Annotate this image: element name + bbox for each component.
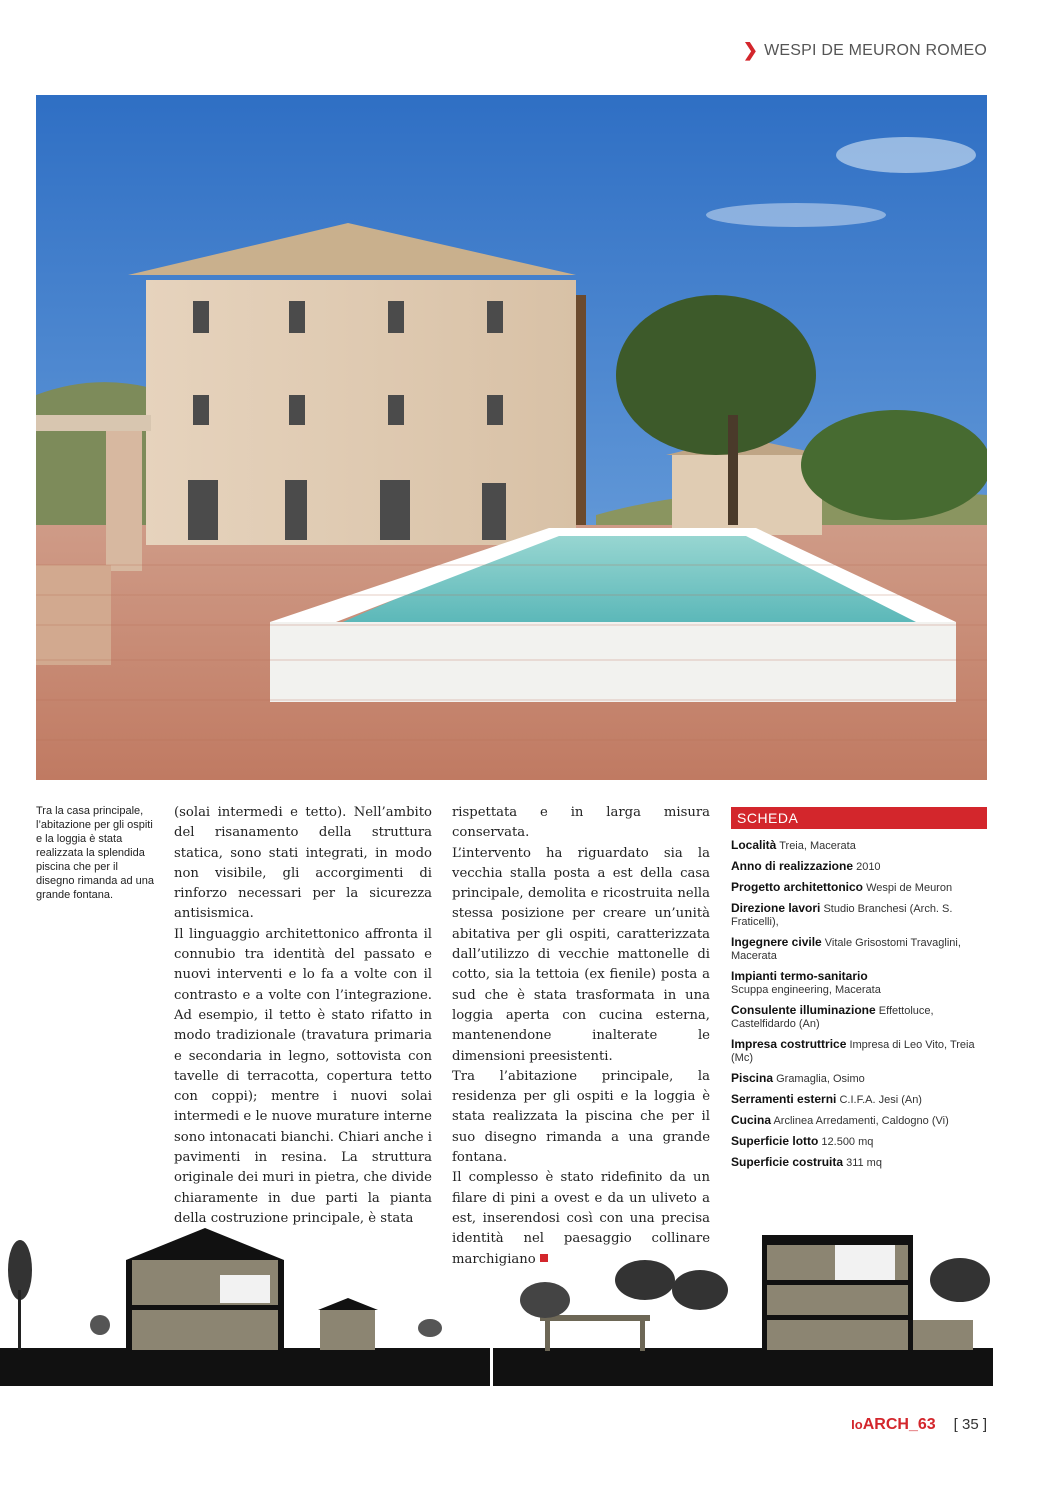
fact-label: Superficie lotto bbox=[731, 1134, 819, 1148]
fact-label: Impianti termo-sanitario bbox=[731, 969, 868, 983]
page-number: [ 35 ] bbox=[953, 1416, 987, 1433]
fact-row bbox=[731, 1072, 987, 1086]
fact-label: Superficie costruita bbox=[731, 1155, 844, 1169]
fact-value: Vitale Grisostomi Travaglini, Macerata bbox=[731, 937, 961, 962]
fact-label: Progetto architettonico bbox=[731, 880, 864, 894]
fact-row bbox=[731, 1135, 987, 1149]
fact-value: Impresa di Leo Vito, Treia (Mc) bbox=[731, 1039, 975, 1064]
body-column-1 bbox=[174, 803, 432, 1229]
fact-value: Wespi de Meuron bbox=[866, 882, 953, 894]
paragraph-text: Il complesso è stato ridefinito da un filare di pini a ovest e da un uliveto a est, inserendosi così con una precisa identità nel paesaggio collinare marchigiano bbox=[452, 1170, 710, 1267]
fact-row bbox=[731, 1114, 987, 1128]
fact-row bbox=[731, 881, 987, 895]
photo-caption: Tra la casa principale, l’abitazione per gli ospiti e la loggia è stata realizzata la splendida piscina che per il disegno rimanda ad una grande fontana. bbox=[36, 805, 155, 901]
paragraph: L’intervento ha riguardato sia la vecchia stalla posta a est della casa principale, demolita e ricostruita nella stessa posizione per creare un’unità abitativa per gli ospiti, caratterizzata dall’utilizzo di vecchie mattonelle di cotto, sia la tettoia (ex fienile) posta a sud che è stata trasformata in una loggia aperta con cucina esterna, mantenendone inalterate le dimensioni preesistenti. bbox=[452, 845, 710, 1064]
fact-value: Arclinea Arredamenti, Caldogno (Vi) bbox=[773, 1115, 949, 1127]
chevron-right-icon: ❯ bbox=[742, 40, 759, 60]
magazine-logo: IoARCH_63 bbox=[851, 1416, 936, 1433]
fact-value: 2010 bbox=[856, 861, 881, 873]
fact-row bbox=[731, 1004, 987, 1031]
running-header bbox=[743, 40, 987, 61]
header-title: WESPI DE MEURON ROMEO bbox=[764, 41, 987, 59]
fact-row bbox=[731, 839, 987, 853]
fact-value: 311 mq bbox=[846, 1157, 882, 1169]
paragraph: rispettata e in larga misura conservata. bbox=[452, 805, 710, 841]
fact-row bbox=[731, 1038, 987, 1065]
paragraph: Il linguaggio architettonico affronta il connubio tra identità del passato e nuovi interventi e lo fa a volte con il contrasto e a volte con l’integrazione. Ad esempio, il tetto è stato rifatto in modo tradizionale (travatura primaria e secondaria in legno, sottovista con tavelle di terracotta, copertura tetto con coppi); mentre i nuovi solai intermedi e le nuove murature interne sono intonacati bianchi. Chiari anche i pavimenti in resina. La struttura originale dei muri in pietra, che divide chiaramente in due parti la pianta della costruzione principale, è stata bbox=[174, 926, 432, 1226]
fact-row bbox=[731, 936, 987, 963]
fact-value: 12.500 mq bbox=[821, 1136, 874, 1148]
fact-row bbox=[731, 860, 987, 874]
fact-label: Ingegnere civile bbox=[731, 935, 822, 949]
fact-sheet bbox=[731, 807, 987, 1177]
fact-label: Anno di realizzazione bbox=[731, 859, 854, 873]
fact-row bbox=[731, 1093, 987, 1107]
fact-value: Scuppa engineering, Macerata bbox=[731, 984, 881, 996]
fact-row bbox=[731, 1156, 987, 1170]
paragraph: (solai intermedi e tetto). Nell’ambito del risanamento della struttura statica, sono stati integrati, in modo non visibile, gli accorgimenti di rinforzo necessari per la sicurezza antisismica. bbox=[174, 805, 432, 922]
fact-label: Consulente illuminazione bbox=[731, 1003, 876, 1017]
fact-value: Gramaglia, Osimo bbox=[776, 1073, 865, 1085]
fact-value: Studio Branchesi (Arch. S. Fraticelli), bbox=[731, 903, 953, 928]
fact-value: C.I.F.A. Jesi (An) bbox=[839, 1094, 922, 1106]
fact-value: Treia, Macerata bbox=[779, 840, 856, 852]
fact-label: Impresa costruttrice bbox=[731, 1037, 847, 1051]
fact-label: Direzione lavori bbox=[731, 901, 821, 915]
fact-row bbox=[731, 970, 987, 997]
fact-label: Località bbox=[731, 838, 777, 852]
fact-label: Piscina bbox=[731, 1071, 774, 1085]
fact-value: Effettoluce, Castelfidardo (An) bbox=[731, 1005, 934, 1030]
fact-row bbox=[731, 902, 987, 929]
page-footer bbox=[851, 1416, 987, 1434]
section-drawings bbox=[0, 1180, 1055, 1390]
fact-label: Serramenti esterni bbox=[731, 1092, 837, 1106]
fact-label: Cucina bbox=[731, 1113, 772, 1127]
fact-sheet-title: SCHEDA bbox=[731, 807, 987, 829]
main-photo bbox=[36, 95, 987, 780]
paragraph: Tra l’abitazione principale, la residenza per gli ospiti e la loggia è stata realizzata la piscina che per il suo disegno rimanda a una grande fontana. bbox=[452, 1068, 710, 1166]
